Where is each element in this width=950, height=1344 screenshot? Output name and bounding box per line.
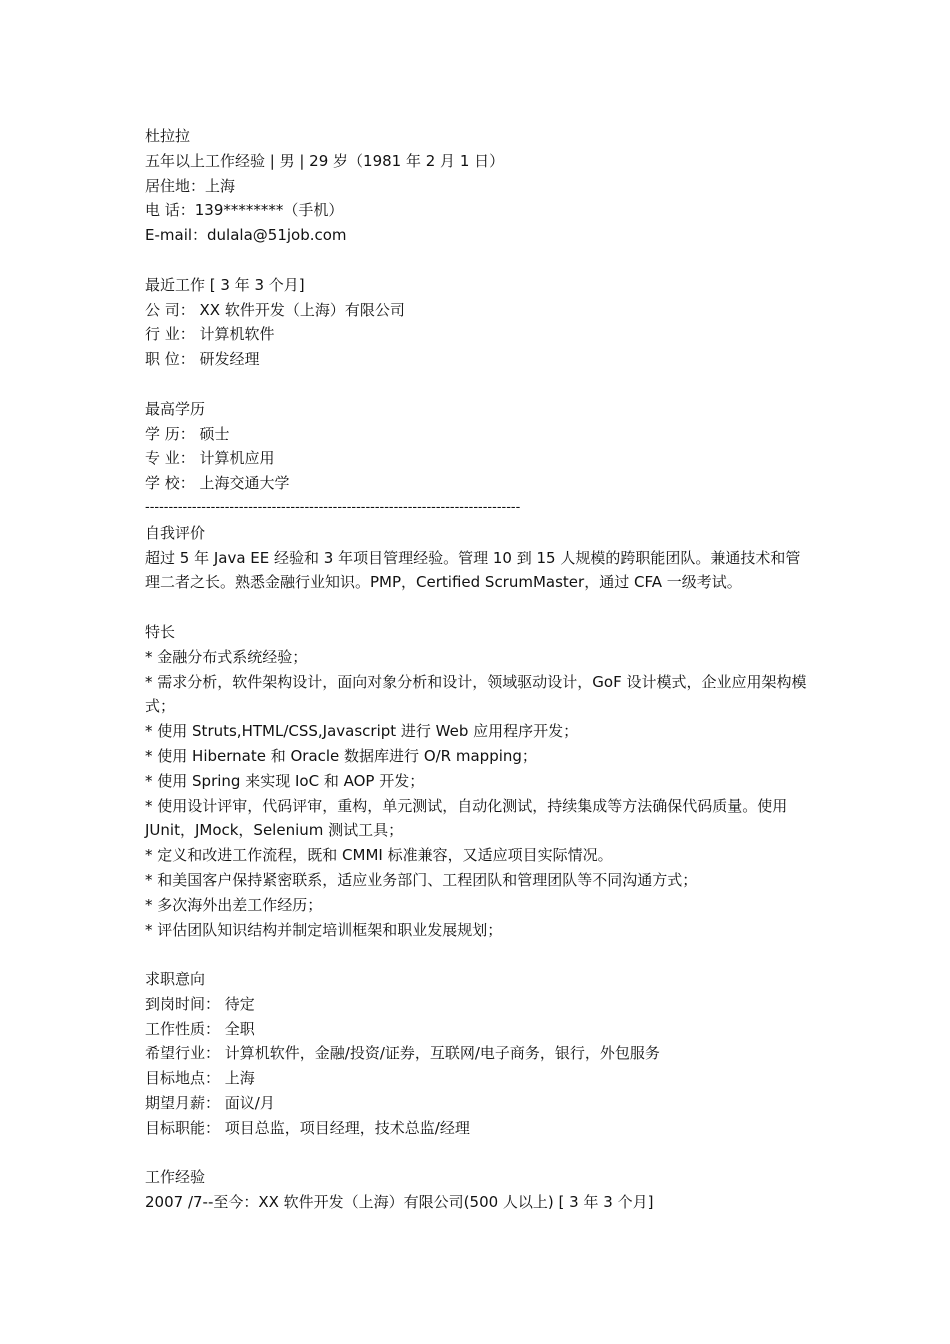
skill-item: * 和美国客户保持紧密联系，适应业务部门、工程团队和管理团队等不同沟通方式； — [145, 870, 698, 889]
recent-job-position: 职 位： 研发经理 — [145, 350, 260, 369]
job-intent-type: 工作性质： 全职 — [145, 1019, 255, 1038]
spacer — [145, 942, 815, 967]
work-experience-entry: 2007 /7--至今：XX 软件开发（上海）有限公司(500 人以上) [ 3 年 3 个月] — [145, 1193, 654, 1212]
skill-item: * 使用 Spring 来实现 IoC 和 AOP 开发； — [145, 771, 425, 790]
education-school: 学 校： 上海交通大学 — [145, 474, 290, 493]
education-major: 专 业： 计算机应用 — [145, 449, 275, 468]
spacer — [145, 248, 815, 273]
self-eval-text: 超过 5 年 Java EE 经验和 3 年项目管理经验。管理 10 到 15 人规模的跨职能团队。兼通技术和管理二者之长。熟悉金融行业知识。PMP，Certified ScrumMaster，通过 CFA 一级考试。 — [145, 548, 801, 592]
section-divider: -------------------------------------------------------------------------------- — [145, 499, 521, 515]
job-intent-salary: 期望月薪： 面议/月 — [145, 1094, 275, 1113]
work-experience-heading: 工作经验 — [145, 1168, 206, 1187]
recent-job-company: 公 司： XX 软件开发（上海）有限公司 — [145, 300, 405, 319]
skill-item: * 评估团队知识结构并制定培训框架和职业发展规划； — [145, 920, 503, 939]
recent-job-industry: 行 业： 计算机软件 — [145, 325, 275, 344]
job-intent-arrival: 到岗时间： 待定 — [145, 994, 255, 1013]
skill-item: * 定义和改进工作流程，既和 CMMI 标准兼容，又适应项目实际情况。 — [145, 846, 613, 865]
job-intent-industry: 希望行业： 计算机软件，金融/投资/证券，互联网/电子商务，银行，外包服务 — [145, 1044, 660, 1063]
skill-item: * 使用 Struts,HTML/CSS,Javascript 进行 Web 应用程序开发； — [145, 722, 579, 741]
skill-item: * 使用 Hibernate 和 Oracle 数据库进行 O/R mapping； — [145, 746, 537, 765]
job-intent-heading: 求职意向 — [145, 970, 206, 989]
phone: 电 话：139********（手机） — [145, 201, 344, 220]
self-eval-heading: 自我评价 — [145, 523, 206, 542]
skill-item: * 多次海外出差工作经历； — [145, 895, 323, 914]
education-degree: 学 历： 硕士 — [145, 424, 230, 443]
skill-item: * 使用设计评审，代码评审，重构，单元测试，自动化测试，持续集成等方法确保代码质量。使用 JUnit，JMock，Selenium 测试工具； — [145, 796, 788, 840]
recent-job-heading: 最近工作 [ 3 年 3 个月] — [145, 275, 305, 294]
skills-heading: 特长 — [145, 622, 176, 641]
spacer — [145, 372, 815, 397]
skill-item: * 金融分布式系统经验； — [145, 647, 308, 666]
spacer — [145, 595, 815, 620]
education-heading: 最高学历 — [145, 399, 206, 418]
email: E-mail：dulala@51job.com — [145, 226, 347, 245]
spacer — [145, 1141, 815, 1166]
skill-item: * 需求分析，软件架构设计，面向对象分析和设计，领域驱动设计，GoF 设计模式，企业应用架构模式； — [145, 672, 807, 716]
job-intent-role: 目标职能： 项目总监，项目经理，技术总监/经理 — [145, 1118, 470, 1137]
resume-document — [145, 124, 815, 1215]
job-intent-location: 目标地点： 上海 — [145, 1069, 255, 1088]
residence: 居住地：上海 — [145, 176, 236, 195]
profile-summary: 五年以上工作经验 | 男 | 29 岁（1981 年 2 月 1 日） — [145, 151, 505, 170]
candidate-name: 杜拉拉 — [145, 127, 191, 145]
